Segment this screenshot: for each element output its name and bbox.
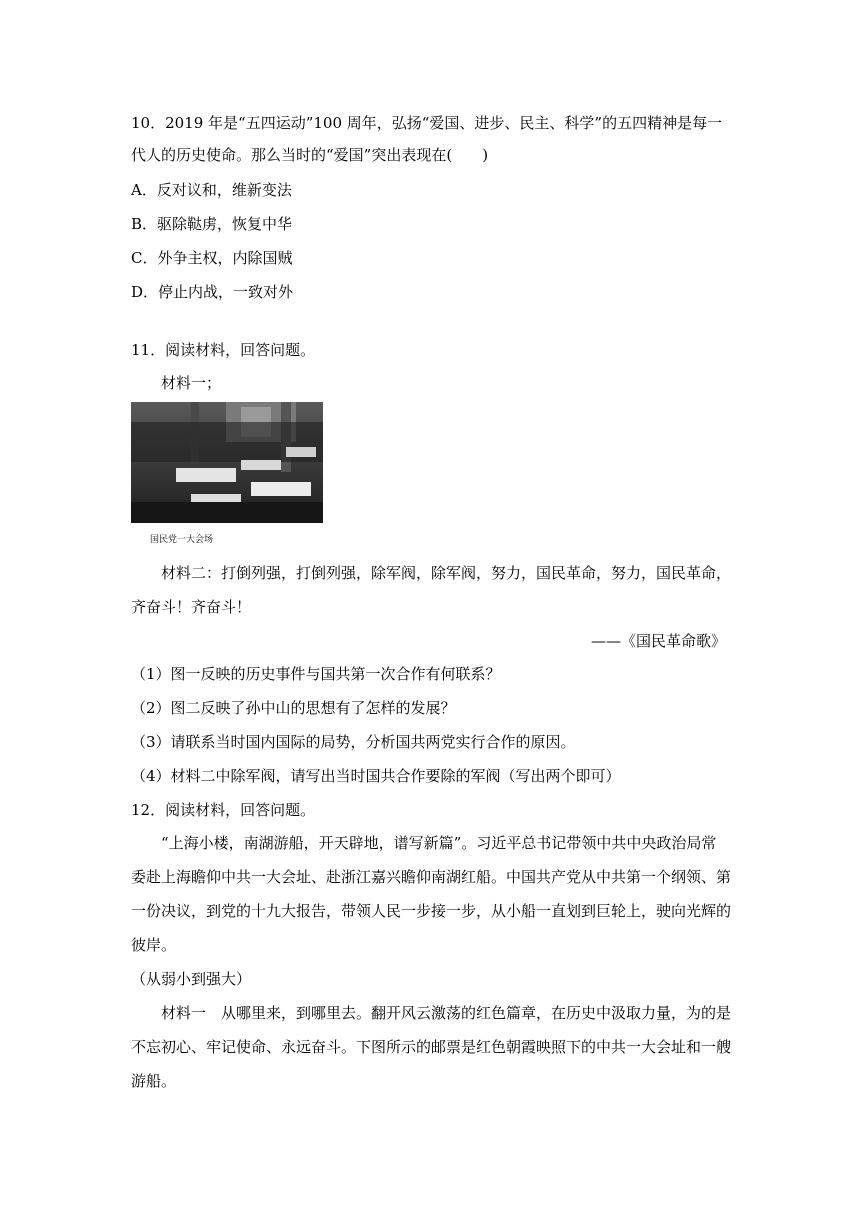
q12-material1-line3: 游船。	[131, 1072, 177, 1090]
q10-option-c: C．外争主权，内除国贼	[131, 249, 293, 267]
q12-intro-line1: “上海小楼，南湖游船，开天辟地，谱写新篇”。习近平总书记带领中共中央政治局常	[161, 834, 717, 852]
photo-caption: 国民党一大会场	[150, 535, 214, 545]
kmt-congress-photo	[131, 402, 323, 523]
q11-material1-label: 材料一；	[161, 374, 222, 392]
q10-stem-line2: 代人的历史使命。那么当时的“爱国”突出表现在( )	[131, 146, 489, 164]
q11-stem: 11．阅读材料，回答问题。	[131, 341, 316, 359]
q12-material1-line1: 材料一 从哪里来，到哪里去。翻开风云激荡的红色篇章，在历史中汲取力量，为的是	[161, 1004, 732, 1022]
q12-intro-line2: 委赴上海瞻仰中共一大会址、赴浙江嘉兴瞻仰南湖红船。中国共产党从中共第一个纲领、第	[131, 868, 732, 886]
q11-sub4: （4）材料二中除军阀，请写出当时国共合作要除的军阀（写出两个即可）	[131, 767, 621, 785]
q11-material2-line2: 齐奋斗！齐奋斗！	[131, 598, 252, 616]
q11-source: ——《国民革命歌》	[590, 632, 726, 650]
q12-material1-line2: 不忘初心、牢记使命、永远奋斗。下图所示的邮票是红色朝霞映照下的中共一大会址和一艘	[131, 1038, 732, 1056]
q12-intro-line3: 一份决议，到党的十九大报告，带领人民一步接一步，从小船一直划到巨轮上，驶向光辉的	[131, 902, 732, 920]
q11-sub1: （1）图一反映的历史事件与国共第一次合作有何联系？	[131, 665, 501, 683]
q10-option-d: D．停止内战，一致对外	[131, 283, 294, 301]
q12-subtitle: （从弱小到强大）	[131, 970, 252, 988]
q10-option-b: B．驱除鞑虏，恢复中华	[131, 215, 293, 233]
q11-material2-line1: 材料二：打倒列强，打倒列强，除军阀，除军阀，努力，国民革命，努力，国民革命，	[161, 564, 732, 582]
q12-stem: 12．阅读材料，回答问题。	[131, 801, 316, 819]
q10-option-a: A．反对议和，维新变法	[131, 181, 292, 199]
q11-sub3: （3）请联系当时国内国际的局势，分析国共两党实行合作的原因。	[131, 733, 576, 751]
q10-stem-line1: 10．2019 年是“五四运动”100 周年，弘扬“爱国、进步、民主、科学”的五四精神是每一	[131, 114, 723, 132]
q11-sub2: （2）图二反映了孙中山的思想有了怎样的发展？	[131, 699, 456, 717]
q12-intro-line4: 彼岸。	[131, 936, 177, 954]
